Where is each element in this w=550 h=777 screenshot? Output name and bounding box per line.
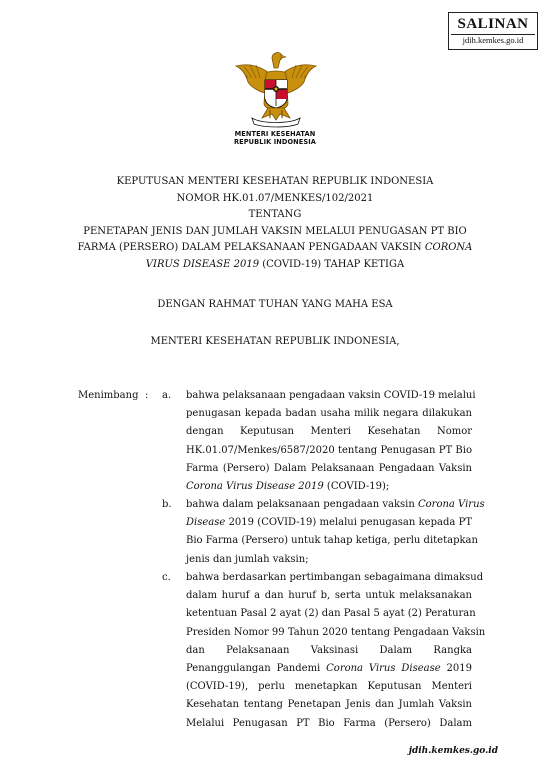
stamp-title: SALINAN xyxy=(457,16,529,32)
emblem-caption-line2: REPUBLIK INDONESIA xyxy=(233,138,317,146)
decree-subject-line3: VIRUS DISEASE 2019 (COVID-19) TAHAP KETIGA xyxy=(145,258,405,270)
considering-label: Menimbang xyxy=(78,390,139,401)
decree-title: KEPUTUSAN MENTERI KESEHATAN REPUBLIK INDONESIA xyxy=(116,176,434,187)
garuda-emblem-icon xyxy=(226,48,326,130)
item-letter-a: a. xyxy=(162,390,172,401)
item-text-a: bahwa pelaksanaan pengadaan vaksin COVID-19 melalui penugasan kepada badan usaha milik negara dilakukan dengan Keputusan Menteri Kesehatan Nomor HK.01.07/Menkes/6587/2020 tentang Penugasan PT Bio Farma (Persero) Dalam Pelaksanaan Pengadaan Vaksin Corona Virus Disease 2019 (COVID-19); xyxy=(186,390,476,493)
decree-subject-line1: PENETAPAN JENIS DAN JUMLAH VAKSIN MELALUI PENUGASAN PT BIO xyxy=(83,225,467,237)
decree-subject-line2: FARMA (PERSERO) DALAM PELAKSANAAN PENGADAAN VAKSIN CORONA xyxy=(77,242,473,253)
decree-number: NOMOR HK.01.07/MENKES/102/2021 xyxy=(176,192,374,204)
emblem-caption-line1: MENTERI KESEHATAN xyxy=(234,130,316,138)
salinan-stamp xyxy=(448,12,538,50)
emblem-caption xyxy=(225,130,325,146)
item-text-c: bahwa berdasarkan pertimbangan sebagaimana dimaksud dalam huruf a dan huruf b, serta untuk melaksanakan ketentuan Pasal 2 ayat (2) dan Pasal 5 ayat (2) Peraturan Presiden Nomor 99 Tahun 2020 tentang Pengadaan Vaksin dan Pelaksanaan Vaksinasi Dalam Rangka Penanggulangan Pandemi Corona Virus Disease 2019 (COVID-19), perlu menetapkan Keputusan Menteri Kesehatan tentang Penetapan Jenis dan Jumlah Vaksin Melalui Penugasan PT Bio Farma (Persero) Dalam xyxy=(186,572,486,729)
decree-about: TENTANG xyxy=(248,209,302,220)
stamp-url: jdih.kemkes.go.id xyxy=(451,34,535,46)
decree-heading xyxy=(40,174,510,273)
blessing-line: DENGAN RAHMAT TUHAN YANG MAHA ESA xyxy=(157,299,393,310)
considering-colon: : xyxy=(145,390,149,401)
item-letter-b: b. xyxy=(162,499,172,510)
minister-line: MENTERI KESEHATAN REPUBLIK INDONESIA, xyxy=(150,336,400,347)
item-letter-c: c. xyxy=(162,572,171,583)
item-text-b: bahwa dalam pelaksanaan pengadaan vaksin Corona Virus Disease 2019 (COVID-19) melalui penugasan kepada PT Bio Farma (Persero) untuk tahap ketiga, perlu ditetapkan jenis dan jumlah vaksin; xyxy=(186,499,485,565)
footer-url: jdih.kemkes.go.id xyxy=(408,746,498,756)
